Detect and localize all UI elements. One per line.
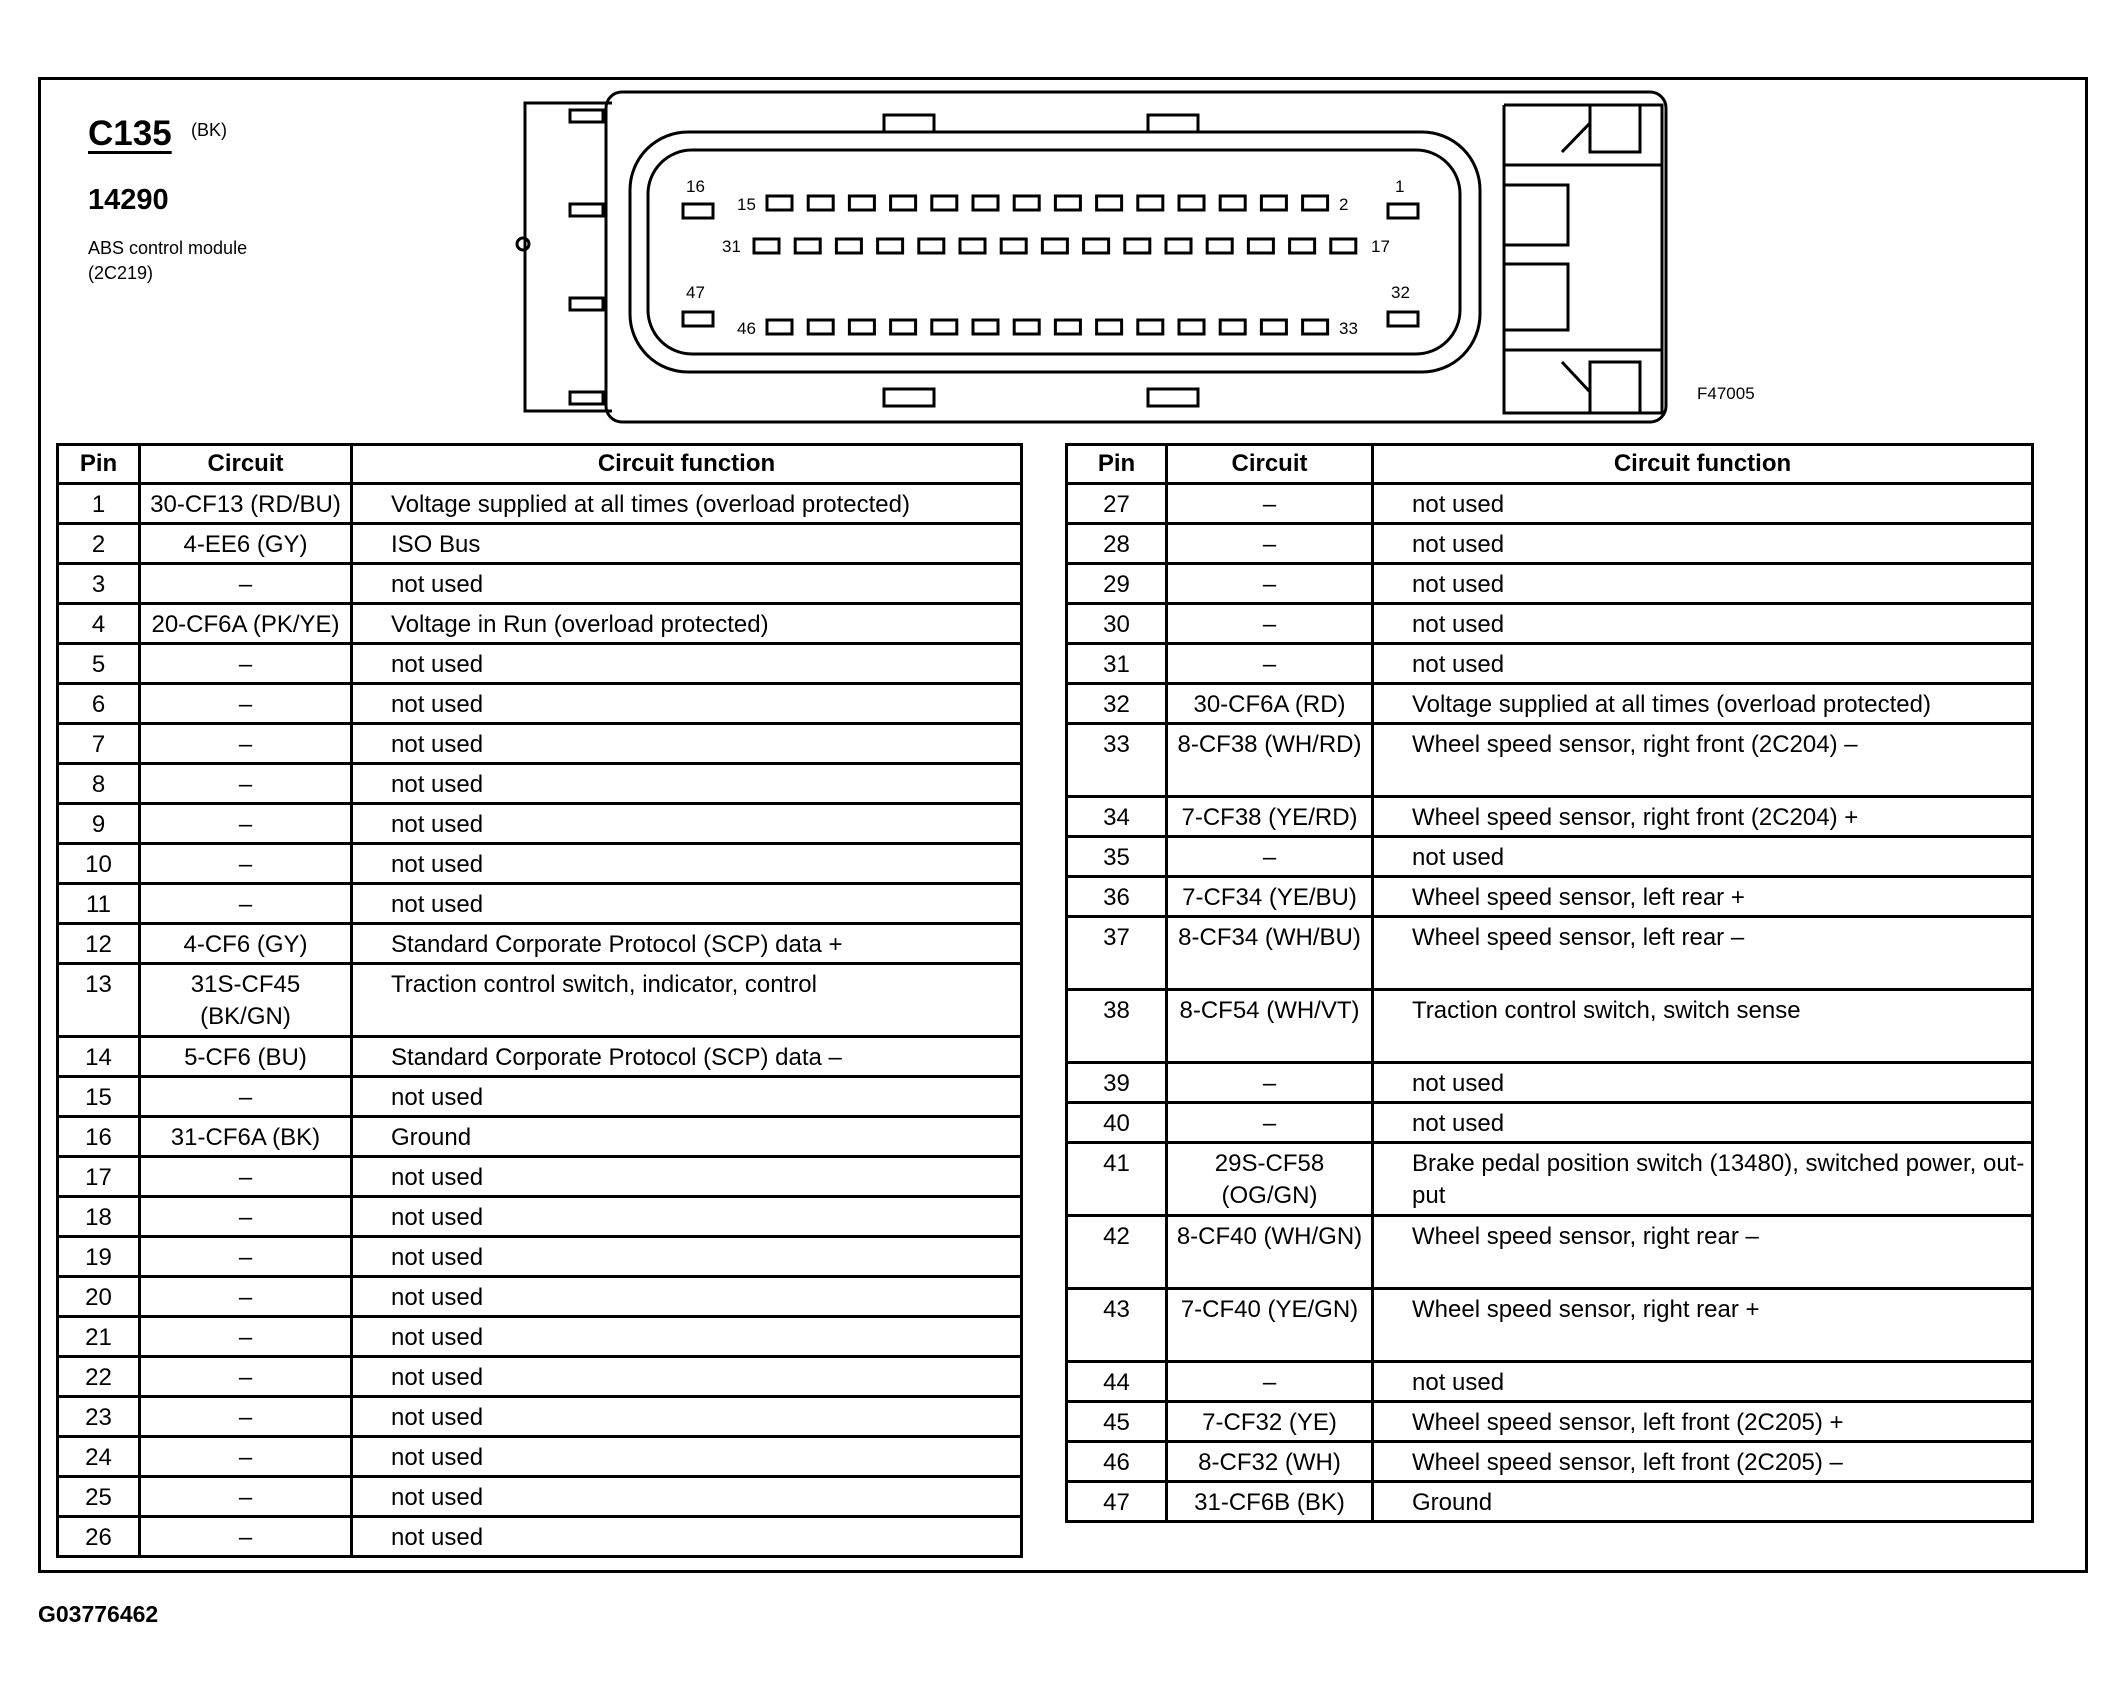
- cell-function: ISO Bus: [352, 524, 1022, 564]
- latch-tab: [570, 110, 603, 122]
- lever-hinge: [1562, 362, 1640, 413]
- cell-pin: 19: [58, 1237, 140, 1277]
- cell-pin: 34: [1067, 797, 1167, 837]
- cell-function: Wheel speed sensor, right front (2C204) –: [1373, 724, 2033, 797]
- pin-cavity: [1042, 239, 1067, 253]
- cell-pin: 29: [1067, 564, 1167, 604]
- lever-hinge: [1562, 105, 1640, 152]
- cell-function: not used: [352, 1517, 1022, 1557]
- pin-cavity: [1097, 196, 1122, 210]
- polarizing-dot: [517, 238, 529, 250]
- pin-cavity: [849, 320, 874, 334]
- cell-function: not used: [352, 844, 1022, 884]
- cell-circuit: –: [140, 564, 352, 604]
- cell-circuit: 30-CF6A (RD): [1167, 684, 1373, 724]
- table-row: [58, 724, 1022, 764]
- cell-function: not used: [352, 724, 1022, 764]
- pin-cavity: [973, 320, 998, 334]
- cell-function: Standard Corporate Protocol (SCP) data –: [352, 1037, 1022, 1077]
- pin-label-47: 47: [686, 283, 705, 302]
- pin-cavity: [1001, 239, 1026, 253]
- pin-cavity: [1248, 239, 1273, 253]
- cell-circuit: 5-CF6 (BU): [140, 1037, 352, 1077]
- cell-circuit: –: [140, 724, 352, 764]
- pin-cavity: [1014, 320, 1039, 334]
- cell-pin: 10: [58, 844, 140, 884]
- pin-cavity: [1207, 239, 1232, 253]
- cell-pin: 32: [1067, 684, 1167, 724]
- cell-function: Brake pedal position switch (13480), switched power, out-put: [1373, 1143, 2033, 1216]
- cell-function: not used: [352, 1437, 1022, 1477]
- cell-function: Traction control switch, indicator, control: [352, 964, 1022, 1037]
- pinout-table-right: [1065, 443, 2034, 1523]
- cell-function: not used: [352, 1357, 1022, 1397]
- pin-cavity: [767, 196, 792, 210]
- cell-function: Wheel speed sensor, right rear –: [1373, 1216, 2033, 1289]
- pin-cavity: [1097, 320, 1122, 334]
- table-row: [1067, 917, 2033, 990]
- cell-pin: 9: [58, 804, 140, 844]
- cell-circuit: –: [140, 1477, 352, 1517]
- cell-function: Wheel speed sensor, right front (2C204) +: [1373, 797, 2033, 837]
- table-row: [1067, 604, 2033, 644]
- pin-cavity: [973, 196, 998, 210]
- pin-cavity: [891, 320, 916, 334]
- pin-cavity: [1388, 312, 1418, 326]
- pin-cavity: [1055, 196, 1080, 210]
- cell-circuit: –: [140, 804, 352, 844]
- cell-circuit: –: [1167, 1103, 1373, 1143]
- module-ref: (2C219): [88, 263, 154, 283]
- cell-circuit: 7-CF38 (YE/RD): [1167, 797, 1373, 837]
- cell-function: not used: [352, 764, 1022, 804]
- cell-circuit: 8-CF32 (WH): [1167, 1442, 1373, 1482]
- cell-pin: 26: [58, 1517, 140, 1557]
- cell-circuit: –: [1167, 837, 1373, 877]
- cell-circuit: –: [1167, 1362, 1373, 1402]
- table-row: [1067, 797, 2033, 837]
- table-header-row: [1067, 445, 2033, 484]
- latch-tab: [570, 298, 603, 310]
- header-pin: Pin: [58, 445, 140, 484]
- table-row: [58, 644, 1022, 684]
- cell-pin: 7: [58, 724, 140, 764]
- cell-circuit: –: [1167, 604, 1373, 644]
- table-row: [58, 1237, 1022, 1277]
- cell-function: Wheel speed sensor, left rear +: [1373, 877, 2033, 917]
- cell-pin: 40: [1067, 1103, 1167, 1143]
- cell-circuit: –: [1167, 484, 1373, 524]
- pin-cavity: [767, 320, 792, 334]
- table-row: [58, 684, 1022, 724]
- cell-pin: 23: [58, 1397, 140, 1437]
- table-row: [58, 1477, 1022, 1517]
- table-row: [1067, 684, 2033, 724]
- cell-circuit: 8-CF34 (WH/BU): [1167, 917, 1373, 990]
- pin-cavity: [808, 196, 833, 210]
- cell-pin: 3: [58, 564, 140, 604]
- cell-function: not used: [352, 684, 1022, 724]
- cell-function: not used: [352, 1237, 1022, 1277]
- pin-cavity: [932, 320, 957, 334]
- lever-slot: [1504, 264, 1568, 330]
- pin-cavity: [1290, 239, 1315, 253]
- table-row: [58, 1437, 1022, 1477]
- pin-cavity: [1084, 239, 1109, 253]
- cell-circuit: –: [140, 1277, 352, 1317]
- cell-function: not used: [352, 1157, 1022, 1197]
- pin-cavity: [1303, 196, 1328, 210]
- cell-pin: 38: [1067, 990, 1167, 1063]
- cell-circuit: –: [140, 1157, 352, 1197]
- cell-pin: 18: [58, 1197, 140, 1237]
- pin-cavity: [1179, 320, 1204, 334]
- table-row: [1067, 1482, 2033, 1522]
- table-row: [58, 924, 1022, 964]
- table-header-row: [58, 445, 1022, 484]
- cell-circuit: 8-CF54 (WH/VT): [1167, 990, 1373, 1063]
- cell-pin: 41: [1067, 1143, 1167, 1216]
- cell-pin: 45: [1067, 1402, 1167, 1442]
- pin-cavity: [1303, 320, 1328, 334]
- cell-pin: 33: [1067, 724, 1167, 797]
- pin-cavity: [1261, 196, 1286, 210]
- cell-pin: 30: [1067, 604, 1167, 644]
- lever-slot: [1504, 185, 1568, 245]
- cell-pin: 44: [1067, 1362, 1167, 1402]
- pin-cavity: [1138, 320, 1163, 334]
- cell-function: Voltage in Run (overload protected): [352, 604, 1022, 644]
- cell-function: not used: [352, 1197, 1022, 1237]
- pin-cavity: [683, 312, 713, 326]
- cell-function: Ground: [1373, 1482, 2033, 1522]
- cell-function: not used: [1373, 564, 2033, 604]
- pin-cavity: [1014, 196, 1039, 210]
- cell-pin: 13: [58, 964, 140, 1037]
- cell-circuit: –: [140, 1357, 352, 1397]
- cell-pin: 22: [58, 1357, 140, 1397]
- header-function: Circuit function: [1373, 445, 2033, 484]
- table-row: [58, 764, 1022, 804]
- pin-label-33: 33: [1339, 319, 1358, 338]
- cell-function: not used: [1373, 604, 2033, 644]
- cell-function: not used: [352, 1277, 1022, 1317]
- cell-pin: 47: [1067, 1482, 1167, 1522]
- cell-circuit: –: [140, 1397, 352, 1437]
- cell-function: not used: [352, 1317, 1022, 1357]
- pinout-table-left: [56, 443, 1023, 1558]
- cell-circuit: –: [140, 844, 352, 884]
- cell-pin: 36: [1067, 877, 1167, 917]
- cell-function: Wheel speed sensor, left front (2C205) +: [1373, 1402, 2033, 1442]
- cell-pin: 14: [58, 1037, 140, 1077]
- key-tab: [884, 389, 934, 406]
- cell-circuit: 30-CF13 (RD/BU): [140, 484, 352, 524]
- cell-function: not used: [1373, 1103, 2033, 1143]
- pin-label-1: 1: [1395, 177, 1405, 196]
- table-row: [1067, 484, 2033, 524]
- table-row: [58, 604, 1022, 644]
- pin-cavity: [808, 320, 833, 334]
- cell-circuit: –: [140, 1317, 352, 1357]
- pin-cavity: [1220, 320, 1245, 334]
- cell-function: not used: [1373, 644, 2033, 684]
- pin-cavity: [1331, 239, 1356, 253]
- pin-cavities: [683, 196, 1418, 334]
- cell-function: Voltage supplied at all times (overload protected): [1373, 684, 2033, 724]
- cell-circuit: –: [1167, 524, 1373, 564]
- figure-id: F47005: [1697, 384, 1755, 403]
- cell-circuit: 31-CF6B (BK): [1167, 1482, 1373, 1522]
- cell-pin: 2: [58, 524, 140, 564]
- cell-function: not used: [1373, 837, 2033, 877]
- cell-pin: 21: [58, 1317, 140, 1357]
- connector-id: C135: [88, 114, 172, 153]
- pin-cavity: [849, 196, 874, 210]
- cell-pin: 5: [58, 644, 140, 684]
- pin-cavity: [891, 196, 916, 210]
- cell-function: not used: [1373, 1362, 2033, 1402]
- cell-circuit: –: [140, 1237, 352, 1277]
- cell-circuit: 7-CF32 (YE): [1167, 1402, 1373, 1442]
- cell-function: Traction control switch, switch sense: [1373, 990, 2033, 1063]
- table-row: [58, 484, 1022, 524]
- table-row: [58, 1317, 1022, 1357]
- cell-pin: 39: [1067, 1063, 1167, 1103]
- table-row: [58, 884, 1022, 924]
- cell-pin: 17: [58, 1157, 140, 1197]
- part-number: 14290: [88, 184, 169, 216]
- pin-cavity: [1179, 196, 1204, 210]
- cell-function: not used: [352, 1397, 1022, 1437]
- table-row: [58, 1197, 1022, 1237]
- cell-function: Ground: [352, 1117, 1022, 1157]
- cell-pin: 1: [58, 484, 140, 524]
- table-row: [58, 844, 1022, 884]
- cell-circuit: 7-CF34 (YE/BU): [1167, 877, 1373, 917]
- cell-function: Wheel speed sensor, left front (2C205) –: [1373, 1442, 2033, 1482]
- cell-circuit: –: [1167, 644, 1373, 684]
- cell-pin: 46: [1067, 1442, 1167, 1482]
- cell-pin: 16: [58, 1117, 140, 1157]
- pin-cavity: [1055, 320, 1080, 334]
- pin-cavity: [932, 196, 957, 210]
- cell-function: not used: [352, 884, 1022, 924]
- cell-circuit: 4-EE6 (GY): [140, 524, 352, 564]
- module-name: ABS control module: [88, 238, 248, 258]
- cell-circuit: –: [140, 1197, 352, 1237]
- pin-label-17: 17: [1371, 237, 1390, 256]
- cell-function: not used: [352, 804, 1022, 844]
- table-row: [58, 1517, 1022, 1557]
- cell-circuit: –: [140, 764, 352, 804]
- pin-cavity: [683, 204, 713, 218]
- latch-tab: [570, 204, 603, 216]
- cell-pin: 8: [58, 764, 140, 804]
- cell-pin: 31: [1067, 644, 1167, 684]
- table-row: [1067, 1362, 2033, 1402]
- cell-pin: 6: [58, 684, 140, 724]
- header-function: Circuit function: [352, 445, 1022, 484]
- cell-circuit: 8-CF38 (WH/RD): [1167, 724, 1373, 797]
- pin-cavity: [1138, 196, 1163, 210]
- table-row: [58, 804, 1022, 844]
- cell-function: not used: [1373, 524, 2033, 564]
- table-row: [1067, 837, 2033, 877]
- cell-circuit: 8-CF40 (WH/GN): [1167, 1216, 1373, 1289]
- pin-cavity: [1388, 204, 1418, 218]
- pin-label-46: 46: [737, 319, 756, 338]
- cell-circuit: –: [140, 884, 352, 924]
- cell-circuit: 31S-CF45 (BK/GN): [140, 964, 352, 1037]
- table-row: [1067, 1442, 2033, 1482]
- cell-circuit: 20-CF6A (PK/YE): [140, 604, 352, 644]
- lever-edge: [1504, 165, 1662, 350]
- pin-label-15: 15: [737, 195, 756, 214]
- table-row: [1067, 564, 2033, 604]
- cell-function: not used: [1373, 1063, 2033, 1103]
- table-row: [1067, 1289, 2033, 1362]
- connector-left-shroud: [525, 103, 612, 411]
- table-row: [58, 964, 1022, 1037]
- table-row: [1067, 990, 2033, 1063]
- pin-label-16: 16: [686, 177, 705, 196]
- table-row: [1067, 877, 2033, 917]
- connector-drawing: [0, 0, 2124, 440]
- connector-color-code: (BK): [191, 120, 227, 140]
- pin-cavity: [1261, 320, 1286, 334]
- table-row: [1067, 644, 2033, 684]
- cell-function: not used: [352, 644, 1022, 684]
- pin-cavity: [960, 239, 985, 253]
- table-row: [1067, 1063, 2033, 1103]
- pin-cavity: [1166, 239, 1191, 253]
- cell-circuit: 4-CF6 (GY): [140, 924, 352, 964]
- pin-cavity: [1220, 196, 1245, 210]
- cell-function: not used: [352, 564, 1022, 604]
- table-row: [58, 524, 1022, 564]
- pin-cavity: [795, 239, 820, 253]
- cell-circuit: 29S-CF58 (OG/GN): [1167, 1143, 1373, 1216]
- pin-cavity: [754, 239, 779, 253]
- table-row: [1067, 1402, 2033, 1442]
- cell-function: not used: [352, 1077, 1022, 1117]
- cell-pin: 35: [1067, 837, 1167, 877]
- cell-circuit: –: [140, 1437, 352, 1477]
- table-row: [58, 1037, 1022, 1077]
- cell-pin: 42: [1067, 1216, 1167, 1289]
- cell-function: Standard Corporate Protocol (SCP) data +: [352, 924, 1022, 964]
- graphic-id: G03776462: [38, 1601, 159, 1627]
- cell-pin: 43: [1067, 1289, 1167, 1362]
- cell-circuit: –: [1167, 564, 1373, 604]
- cell-pin: 25: [58, 1477, 140, 1517]
- pin-cavity: [919, 239, 944, 253]
- table-row: [58, 1077, 1022, 1117]
- cell-pin: 12: [58, 924, 140, 964]
- cell-pin: 24: [58, 1437, 140, 1477]
- cell-circuit: 7-CF40 (YE/GN): [1167, 1289, 1373, 1362]
- key-tab: [884, 115, 934, 132]
- cell-pin: 20: [58, 1277, 140, 1317]
- table-row: [1067, 724, 2033, 797]
- cell-function: Voltage supplied at all times (overload protected): [352, 484, 1022, 524]
- pin-cavity: [878, 239, 903, 253]
- cell-function: Wheel speed sensor, left rear –: [1373, 917, 2033, 990]
- cell-pin: 27: [1067, 484, 1167, 524]
- header-circuit: Circuit: [1167, 445, 1373, 484]
- cell-pin: 15: [58, 1077, 140, 1117]
- header-circuit: Circuit: [140, 445, 352, 484]
- latch-tab: [570, 392, 603, 404]
- cell-circuit: –: [140, 1517, 352, 1557]
- key-tab: [1148, 389, 1198, 406]
- table-row: [58, 1117, 1022, 1157]
- table-row: [58, 1277, 1022, 1317]
- table-row: [58, 1397, 1022, 1437]
- cell-pin: 28: [1067, 524, 1167, 564]
- table-row: [58, 564, 1022, 604]
- pin-cavity: [836, 239, 861, 253]
- cell-pin: 4: [58, 604, 140, 644]
- cell-function: not used: [352, 1477, 1022, 1517]
- pin-label-32: 32: [1391, 283, 1410, 302]
- pin-cavity: [1125, 239, 1150, 253]
- table-row: [1067, 1143, 2033, 1216]
- key-tab: [1148, 115, 1198, 132]
- pin-label-31: 31: [722, 237, 741, 256]
- table-row: [1067, 524, 2033, 564]
- table-row: [1067, 1216, 2033, 1289]
- table-row: [58, 1357, 1022, 1397]
- cell-function: not used: [1373, 484, 2033, 524]
- cell-circuit: –: [140, 644, 352, 684]
- table-row: [58, 1157, 1022, 1197]
- table-row: [1067, 1103, 2033, 1143]
- pin-label-2: 2: [1339, 195, 1349, 214]
- cell-circuit: 31-CF6A (BK): [140, 1117, 352, 1157]
- cell-function: Wheel speed sensor, right rear +: [1373, 1289, 2033, 1362]
- cell-circuit: –: [1167, 1063, 1373, 1103]
- cell-circuit: –: [140, 1077, 352, 1117]
- cell-pin: 11: [58, 884, 140, 924]
- cell-circuit: –: [140, 684, 352, 724]
- header-pin: Pin: [1067, 445, 1167, 484]
- cell-pin: 37: [1067, 917, 1167, 990]
